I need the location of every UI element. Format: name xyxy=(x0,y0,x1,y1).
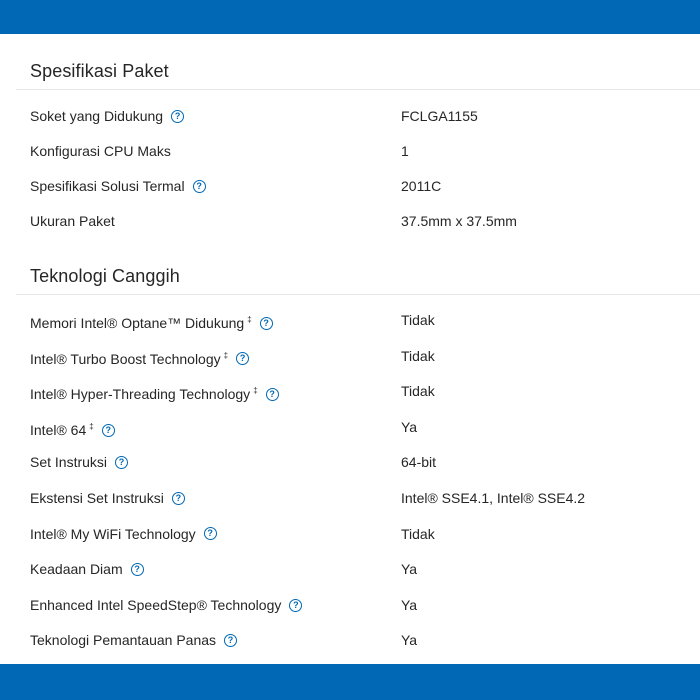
spec-content xyxy=(0,34,700,664)
footnote-marker: ‡ xyxy=(223,350,229,360)
spec-label-text: Ekstensi Set Instruksi xyxy=(30,490,164,506)
help-icon[interactable]: ? xyxy=(289,599,302,612)
bottom-banner xyxy=(0,664,700,700)
spec-value: Tidak xyxy=(401,383,435,400)
spec-label xyxy=(30,483,185,513)
help-icon[interactable]: ? xyxy=(171,110,184,123)
spec-label xyxy=(30,101,184,131)
spec-label-text: Konfigurasi CPU Maks xyxy=(30,143,171,159)
spec-value: Tidak xyxy=(401,347,435,364)
spec-row xyxy=(0,171,700,201)
spec-label xyxy=(30,136,171,166)
advanced-section-title: Teknologi Canggih xyxy=(30,266,180,286)
spec-row xyxy=(0,519,700,549)
spec-label xyxy=(30,305,273,338)
spec-label xyxy=(30,519,217,549)
spec-row xyxy=(0,136,700,166)
package-section-title: Spesifikasi Paket xyxy=(30,61,169,81)
spec-label-text: Intel® Turbo Boost Technology xyxy=(30,350,221,367)
spec-row xyxy=(0,305,700,335)
spec-label-text: Teknologi Pemantauan Panas xyxy=(30,632,217,649)
spec-label-text: Soket yang Didukung xyxy=(30,108,164,124)
help-icon[interactable]: ? xyxy=(102,424,115,437)
help-icon[interactable]: ? xyxy=(172,492,185,505)
spec-value: 64-bit xyxy=(401,454,437,471)
help-icon[interactable]: ? xyxy=(260,317,273,330)
spec-value: Tidak xyxy=(401,312,435,328)
spec-label-text: Intel® 64 xyxy=(30,421,87,438)
spec-label-text: Intel® My WiFi Technology xyxy=(30,525,196,542)
spec-value: Ya xyxy=(401,632,418,649)
spec-row xyxy=(0,412,700,442)
spec-label xyxy=(30,625,237,655)
spec-row xyxy=(0,483,700,513)
spec-value: Tidak xyxy=(401,525,435,542)
spec-label-text: Set Instruksi xyxy=(30,454,108,471)
footnote-marker: ‡ xyxy=(89,421,94,431)
spec-label xyxy=(30,171,206,201)
spec-label-text: Spesifikasi Solusi Termal xyxy=(30,178,185,194)
spec-row xyxy=(0,625,700,655)
help-icon[interactable]: ? xyxy=(224,634,237,647)
advanced-section-divider xyxy=(16,294,700,295)
spec-label-text: Ukuran Paket xyxy=(30,213,115,229)
spec-label xyxy=(30,341,249,374)
spec-label-text: Keadaan Diam xyxy=(30,561,123,578)
spec-value: 37.5mm x 37.5mm xyxy=(401,213,517,229)
spec-label-text: Memori Intel® Optane™ Didukung xyxy=(30,315,245,331)
spec-label xyxy=(30,447,128,477)
spec-label xyxy=(30,376,279,409)
spec-value: 1 xyxy=(401,143,409,159)
footnote-marker: ‡ xyxy=(247,315,252,324)
package-section-divider xyxy=(16,89,700,90)
spec-row xyxy=(0,206,700,236)
help-icon[interactable]: ? xyxy=(236,352,249,365)
help-icon[interactable]: ? xyxy=(115,456,128,469)
top-banner xyxy=(0,0,700,34)
spec-label xyxy=(30,590,302,620)
spec-label xyxy=(30,412,115,445)
spec-value: Ya xyxy=(401,596,418,613)
spec-label-text: Enhanced Intel SpeedStep® Technology xyxy=(30,596,282,613)
help-icon[interactable]: ? xyxy=(266,388,279,401)
spec-row xyxy=(0,590,700,620)
spec-label-text: Intel® Hyper-Threading Technology xyxy=(30,386,251,403)
spec-label xyxy=(30,206,115,236)
spec-row xyxy=(0,447,700,477)
spec-value: FCLGA1155 xyxy=(401,108,478,124)
spec-row xyxy=(0,554,700,584)
spec-label xyxy=(30,554,144,584)
spec-row xyxy=(0,341,700,371)
spec-value: Intel® SSE4.1, Intel® SSE4.2 xyxy=(401,490,586,506)
footnote-marker: ‡ xyxy=(253,386,258,396)
help-icon[interactable]: ? xyxy=(131,563,144,576)
spec-row xyxy=(0,101,700,131)
spec-row xyxy=(0,376,700,406)
spec-value: 2011C xyxy=(401,178,442,194)
spec-value: Ya xyxy=(401,418,418,435)
help-icon[interactable]: ? xyxy=(204,527,217,540)
help-icon[interactable]: ? xyxy=(193,180,206,193)
spec-value: Ya xyxy=(401,561,418,578)
